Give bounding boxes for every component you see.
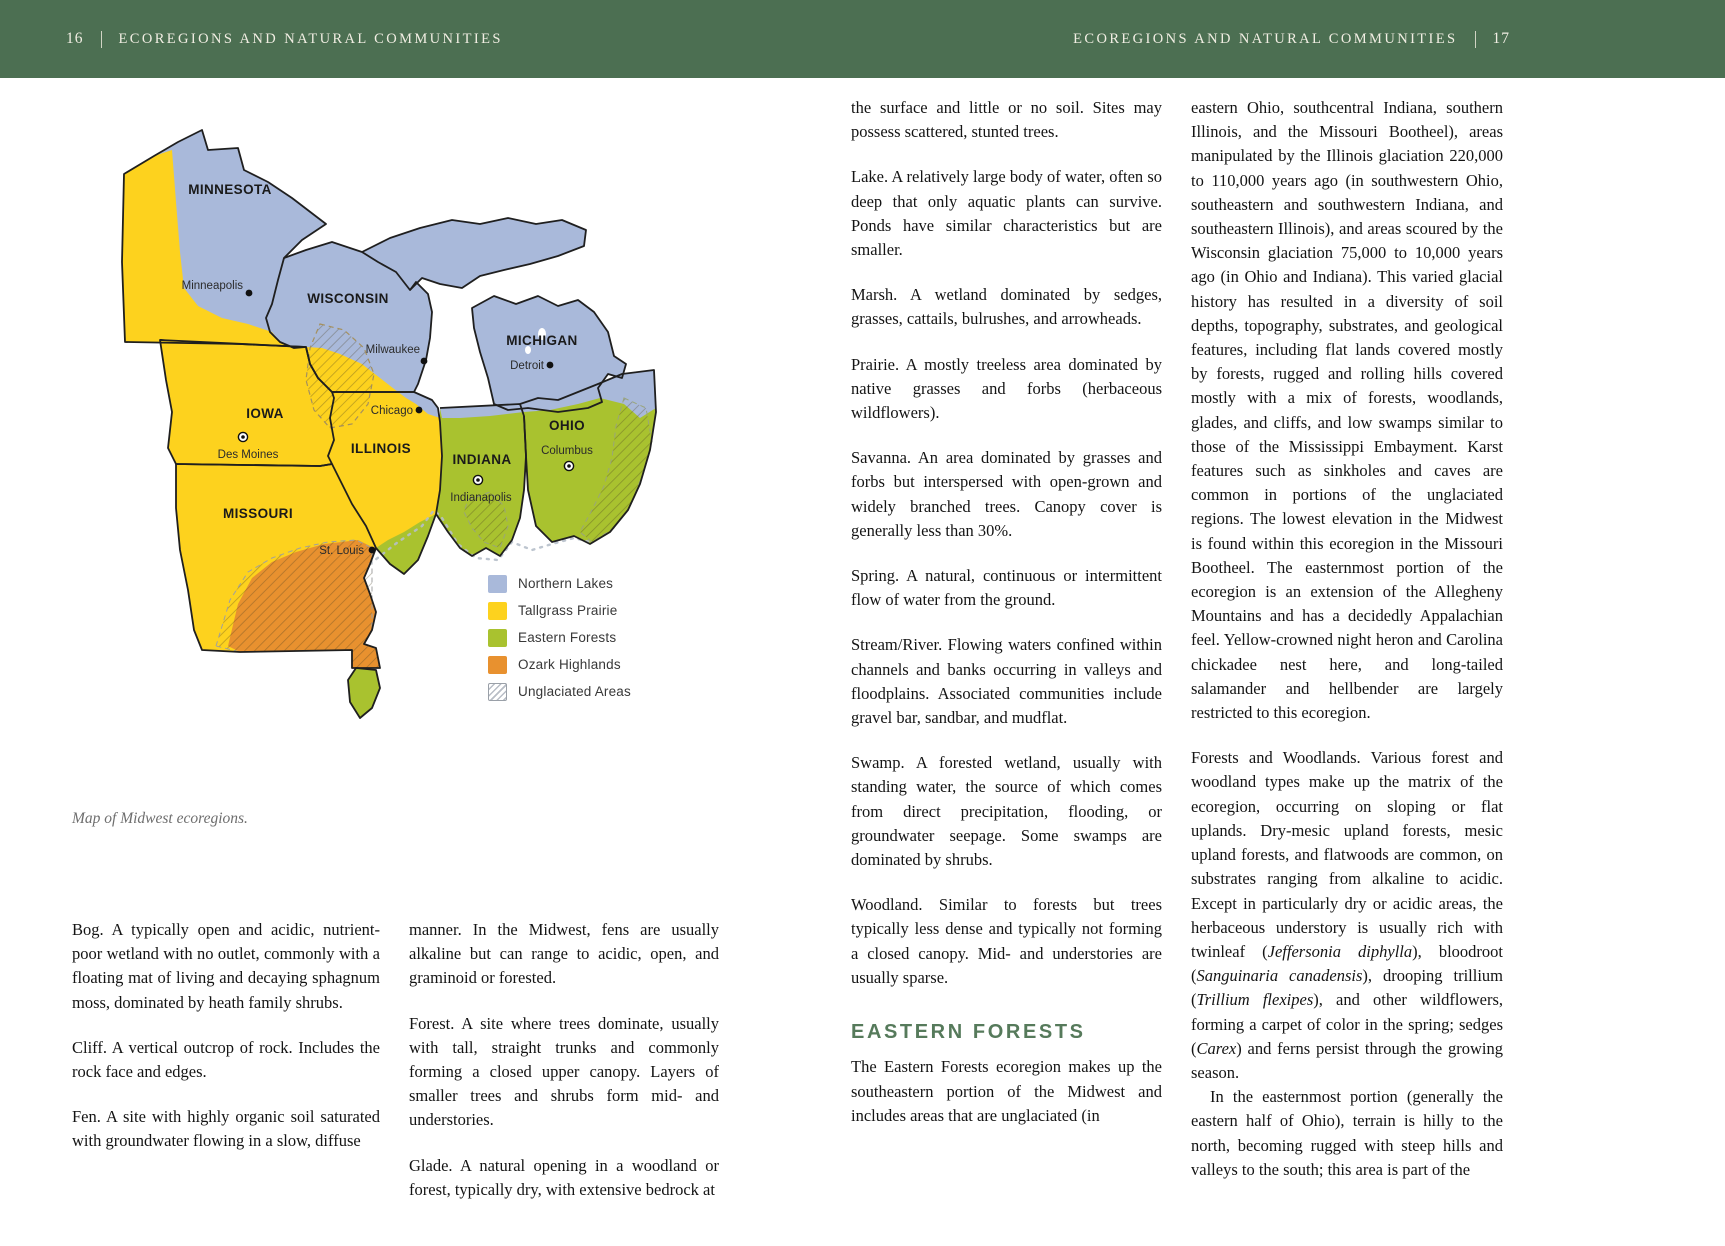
paragraph: The Eastern Forests ecoregion makes up the southeastern portion of the Midwest and includes areas that are unglaciated (in xyxy=(851,1057,1162,1125)
state-label-wisconsin: WISCONSIN xyxy=(307,291,389,306)
city-label-minneapolis: Minneapolis xyxy=(181,280,243,292)
state-label-michigan: MICHIGAN xyxy=(506,333,578,348)
legend-label: Tallgrass Prairie xyxy=(518,603,618,618)
left-page-column-2 xyxy=(409,918,719,1223)
right-page-column-2 xyxy=(1191,96,1503,1203)
legend-label: Unglaciated Areas xyxy=(518,684,631,699)
city-dot-st-louis xyxy=(369,547,376,554)
paragraph: Prairie. A mostly treeless area dominated by native grasses and forbs (herbaceous wildflowers). xyxy=(851,354,1162,423)
legend-item-ozark-highlands xyxy=(488,651,631,678)
paragraph xyxy=(1191,746,1503,1085)
header-right xyxy=(1073,30,1725,48)
page-header-bar xyxy=(0,0,1725,78)
legend-item-unglaciated-areas xyxy=(488,678,631,705)
map-legend xyxy=(488,570,631,705)
state-label-minnesota: MINNESOTA xyxy=(188,182,272,197)
city-dot-minneapolis xyxy=(246,290,253,297)
state-label-indiana: INDIANA xyxy=(452,452,512,467)
paragraph: the surface and little or no soil. Sites may possess scattered, stunted trees. xyxy=(851,98,1162,142)
running-title-left: ECOREGIONS AND NATURAL COMMUNITIES xyxy=(118,30,503,47)
legend-swatch-tallgrass-prairie xyxy=(488,602,507,620)
paragraph: Fen. A site with highly organic soil saturated with groundwater flowing in a slow, diffuse xyxy=(72,1107,380,1151)
text-segment: In the easternmost portion (generally the eastern half of Ohio), terrain is hilly to the north, becoming rugged with steep hills and valleys to the south; this area is part of the xyxy=(1191,1087,1503,1179)
paragraph: Cliff. A vertical outcrop of rock. Includes the rock face and edges. xyxy=(72,1037,380,1082)
text-segment: ), drooping trillium ( xyxy=(1191,966,1503,1010)
legend-swatch-northern-lakes xyxy=(488,575,507,593)
city-label-st-louis: St. Louis xyxy=(319,545,364,557)
section-heading-eastern-forests: EASTERN FORESTS xyxy=(851,1021,1086,1044)
state-label-missouri: MISSOURI xyxy=(223,506,293,521)
text-segment: Forests and Woodlands. Various forest and woodland types make up the matrix of the ecoregion, occurring on sloping or flat uplands. Dry-mesic upland forests, mesic upland forests, and flatwoods are common, on substrates ranging from alkaline to acidic. Except in particularly dry or acidic areas, the herbaceous understory is usually rich with twinleaf ( xyxy=(1191,748,1503,961)
capital-symbol-columbus xyxy=(564,461,573,470)
left-page-column-1 xyxy=(72,918,380,1175)
city-label-des-moines: Des Moines xyxy=(217,449,279,461)
header-separator xyxy=(101,31,102,48)
legend-swatch-unglaciated-areas xyxy=(488,683,507,701)
city-label-columbus: Columbus xyxy=(541,445,593,457)
page-number-right: 17 xyxy=(1492,30,1510,47)
city-label-indianapolis: Indianapolis xyxy=(450,492,512,504)
paragraph: Woodland. Similar to forests but trees typically less dense and typically not forming a closed canopy. Mid- and understories are usually sparse. xyxy=(851,895,1162,987)
paragraph: Savanna. An area dominated by grasses and forbs but interspersed with open-grown and widely branched trees. Canopy cover is generally less than 30%. xyxy=(851,448,1162,540)
city-label-detroit: Detroit xyxy=(510,360,544,372)
header-separator xyxy=(1475,31,1476,48)
legend-label: Ozark Highlands xyxy=(518,657,621,672)
paragraph: Bog. A typically open and acidic, nutrient-poor wetland with no outlet, commonly with a floating mat of living and decaying sphagnum moss, dominated by heath family shrubs. xyxy=(72,920,380,1012)
right-column1-definitions xyxy=(851,96,1162,990)
latin-name: Jeffersonia diphylla xyxy=(1267,941,1413,961)
page-number-left: 16 xyxy=(66,30,84,47)
latin-name: Trillium flexipes xyxy=(1196,990,1314,1010)
right-column1-intro xyxy=(851,1055,1162,1128)
city-dot-chicago xyxy=(416,407,423,414)
paragraph: Forest. A site where trees dominate, usually with tall, straight trunks and commonly forming a closed upper canopy. Layers of smaller trees and shrubs form mid- and understories. xyxy=(409,1013,719,1130)
city-label-milwaukee: Milwaukee xyxy=(365,344,420,356)
paragraph: eastern Ohio, southcentral Indiana, southern Illinois, and the Missouri Bootheel), areas manipulated by the Illinois glaciation 220,000 to 110,000 years ago (in southwestern Ohio, southeastern and southwestern Indiana, and southeastern Illinois), and areas scoured by the Wisconsin glaciation 75,000 to 10,000 years ago (in Ohio and Indiana). This varied glacial history has resulted in a diversity of soil depths, topography, substrates, and geological features, including flat lands covered mostly by forests, rugged and rolling hills covered mostly with a mix of forests, woodlands, glades, and cliffs, and low swamps similar to those of the Mississippi Embayment. Karst features such as sinkholes and caves are common in portions of the unglaciated regions. The lowest elevation in the Midwest is found within this ecoregion in the Missouri Bootheel. The easternmost portion of the ecoregion is an extension of the Allegheny Mountains and has a decidedly Appalachian feel. Yellow-crowned night heron and Carolina chickadee nest here, and long-tailed salamander and hellbender are largely restricted to this ecoregion. xyxy=(1191,98,1503,723)
legend-swatch-ozark-highlands xyxy=(488,656,507,674)
map-svg xyxy=(80,112,770,760)
paragraph: Spring. A natural, continuous or intermittent flow of water from the ground. xyxy=(851,566,1162,610)
paragraph: Glade. A natural opening in a woodland or forest, typically dry, with extensive bedrock at xyxy=(409,1155,719,1199)
city-dot-milwaukee xyxy=(421,358,428,365)
state-label-ohio: OHIO xyxy=(548,418,586,433)
paragraph: Lake. A relatively large body of water, often so deep that only aquatic plants can survive. Ponds have similar characteristics but are smaller. xyxy=(851,167,1162,260)
map-caption: Map of Midwest ecoregions. xyxy=(72,810,248,827)
state-label-illinois: ILLINOIS xyxy=(350,441,412,456)
latin-name: Sanguinaria canadensis xyxy=(1196,966,1363,986)
legend-item-northern-lakes xyxy=(488,570,631,597)
legend-label: Northern Lakes xyxy=(518,576,614,591)
paragraph xyxy=(1191,1085,1503,1182)
legend-item-eastern-forests xyxy=(488,624,631,651)
midwest-ecoregions-map xyxy=(80,112,770,760)
paragraph: Swamp. A forested wetland, usually with standing water, the source of which comes from direct precipitation, flooding, or groundwater seepage. Some swamps are dominated by shrubs. xyxy=(851,753,1162,870)
legend-item-tallgrass-prairie xyxy=(488,597,631,624)
text-segment: ) and ferns persist through the growing season. xyxy=(1191,1038,1503,1082)
paragraph: manner. In the Midwest, fens are usually alkaline but can range to acidic, open, and graminoid or forested. xyxy=(409,920,719,988)
legend-label: Eastern Forests xyxy=(518,630,617,645)
header-left xyxy=(0,30,503,48)
right-page-column-1 xyxy=(851,96,1162,1149)
state-label-iowa: IOWA xyxy=(246,406,284,421)
capital-symbol-des-moines xyxy=(238,432,247,441)
latin-name: Carex xyxy=(1196,1038,1237,1058)
text-segment: ), and other wildflowers, forming a carpet of color in the spring; sedges ( xyxy=(1191,990,1503,1058)
running-title-right: ECOREGIONS AND NATURAL COMMUNITIES xyxy=(1073,30,1458,47)
city-dot-detroit xyxy=(547,362,554,369)
paragraph: Marsh. A wetland dominated by sedges, grasses, cattails, bulrushes, and arrowheads. xyxy=(851,285,1162,329)
capital-symbol-indianapolis xyxy=(473,475,482,484)
text-segment: ), bloodroot ( xyxy=(1191,941,1503,986)
paragraph: Stream/River. Flowing waters confined within channels and banks occurring in valleys and floodplains. Associated communities include gravel bar, sandbar, and mudflat. xyxy=(851,635,1162,728)
green-tail-fill xyxy=(348,668,380,718)
legend-swatch-eastern-forests xyxy=(488,629,507,647)
city-label-chicago: Chicago xyxy=(370,405,413,417)
